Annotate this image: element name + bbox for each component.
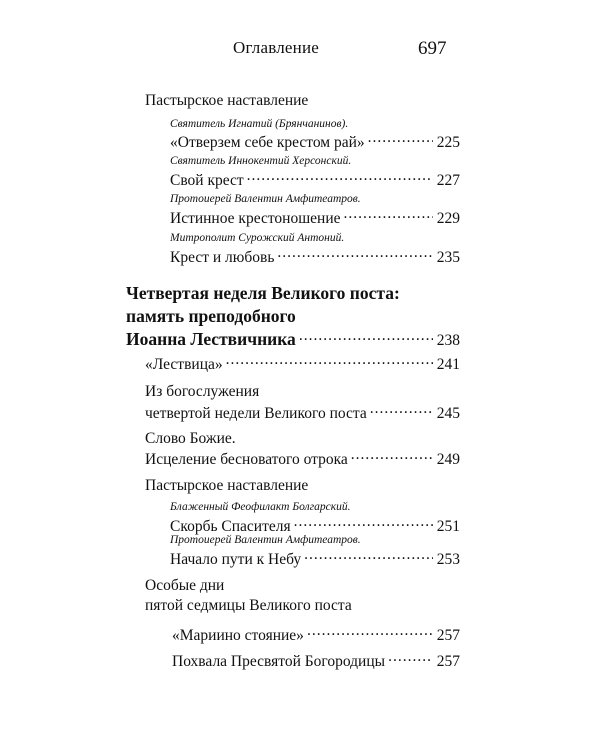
- entry-title: Исцеление бесноватого отрока: [145, 450, 348, 468]
- toc-entry[interactable]: [145, 448, 460, 469]
- leader-dots: [344, 207, 433, 223]
- section-heading-pastoral-2: Пастырское наставление: [145, 477, 309, 494]
- entry-page: 257: [436, 652, 460, 670]
- section-title-line: Иоанна Лествичника: [126, 329, 296, 349]
- entry-page: 241: [436, 355, 460, 373]
- entry-title: Скорбь Спасителя: [170, 517, 291, 535]
- toc-entry[interactable]: [145, 402, 460, 423]
- toc-entry[interactable]: [145, 353, 460, 374]
- toc-entry[interactable]: [172, 624, 460, 645]
- entry-page: 227: [436, 171, 460, 189]
- entry-title-line: Из богослужения: [145, 383, 260, 400]
- running-title: Оглавление: [233, 38, 319, 57]
- entry-author: Протоиерей Валентин Амфитеатров.: [170, 193, 361, 205]
- leader-dots: [368, 131, 433, 147]
- entry-page: 235: [436, 248, 460, 266]
- toc-entry[interactable]: [170, 169, 460, 190]
- leader-dots: [388, 650, 433, 666]
- leader-dots: [226, 353, 433, 369]
- entry-title-line: пятой седмицы Великого поста: [145, 597, 352, 614]
- entry-title: «Лествица»: [145, 355, 223, 373]
- entry-title: Крест и любовь: [170, 248, 275, 266]
- entry-author: Протоиерей Валентин Амфитеатров.: [170, 534, 361, 546]
- entry-title: «Отверзем себе крестом рай»: [170, 133, 365, 151]
- toc-entry[interactable]: [170, 131, 460, 152]
- toc-entry[interactable]: [170, 207, 460, 228]
- toc-entry[interactable]: [172, 650, 460, 671]
- entry-author: Святитель Иннокентий Херсонский.: [170, 155, 352, 167]
- toc-entry[interactable]: [170, 548, 460, 569]
- leader-dots: [294, 515, 433, 531]
- toc-entry[interactable]: [170, 515, 460, 536]
- entry-page: 225: [436, 133, 460, 151]
- entry-author: Святитель Игнатий (Брянчанинов).: [170, 118, 349, 130]
- entry-title-line: Слово Божие.: [145, 430, 236, 447]
- leader-dots: [247, 169, 433, 185]
- entry-page: 238: [436, 332, 460, 349]
- entry-title: Истинное крестоношение: [170, 209, 341, 227]
- section-title-line: Четвертая неделя Великого поста:: [126, 283, 400, 303]
- leader-dots: [307, 624, 433, 640]
- section-title-line: память преподобного: [126, 306, 296, 326]
- entry-page: 251: [436, 517, 460, 535]
- entry-page: 245: [436, 404, 460, 422]
- entry-title-line: Особые дни: [145, 577, 225, 594]
- leader-dots: [304, 548, 433, 564]
- entry-title: Свой крест: [170, 171, 244, 189]
- entry-title: Похвала Пресвятой Богородицы: [172, 652, 386, 670]
- entry-title: Начало пути к Небу: [170, 550, 302, 568]
- entry-page: 257: [436, 626, 460, 644]
- entry-author: Митрополит Сурожский Антоний.: [170, 232, 345, 244]
- section-heading-pastoral-1: Пастырское наставление: [145, 92, 309, 109]
- leader-dots: [370, 402, 433, 418]
- entry-page: 253: [436, 550, 460, 568]
- leader-dots: [277, 246, 432, 262]
- entry-page: 229: [436, 209, 460, 227]
- leader-dots: [299, 330, 433, 346]
- entry-title: «Мариино стояние»: [172, 626, 304, 644]
- entry-page: 249: [436, 450, 460, 468]
- entry-author: Блаженный Феофилакт Болгарский.: [170, 501, 351, 513]
- entry-title: четвертой недели Великого поста: [145, 404, 367, 422]
- leader-dots: [351, 448, 433, 464]
- toc-entry[interactable]: [170, 246, 460, 267]
- page-number: 697: [418, 38, 447, 59]
- toc-entry-section[interactable]: [126, 329, 460, 350]
